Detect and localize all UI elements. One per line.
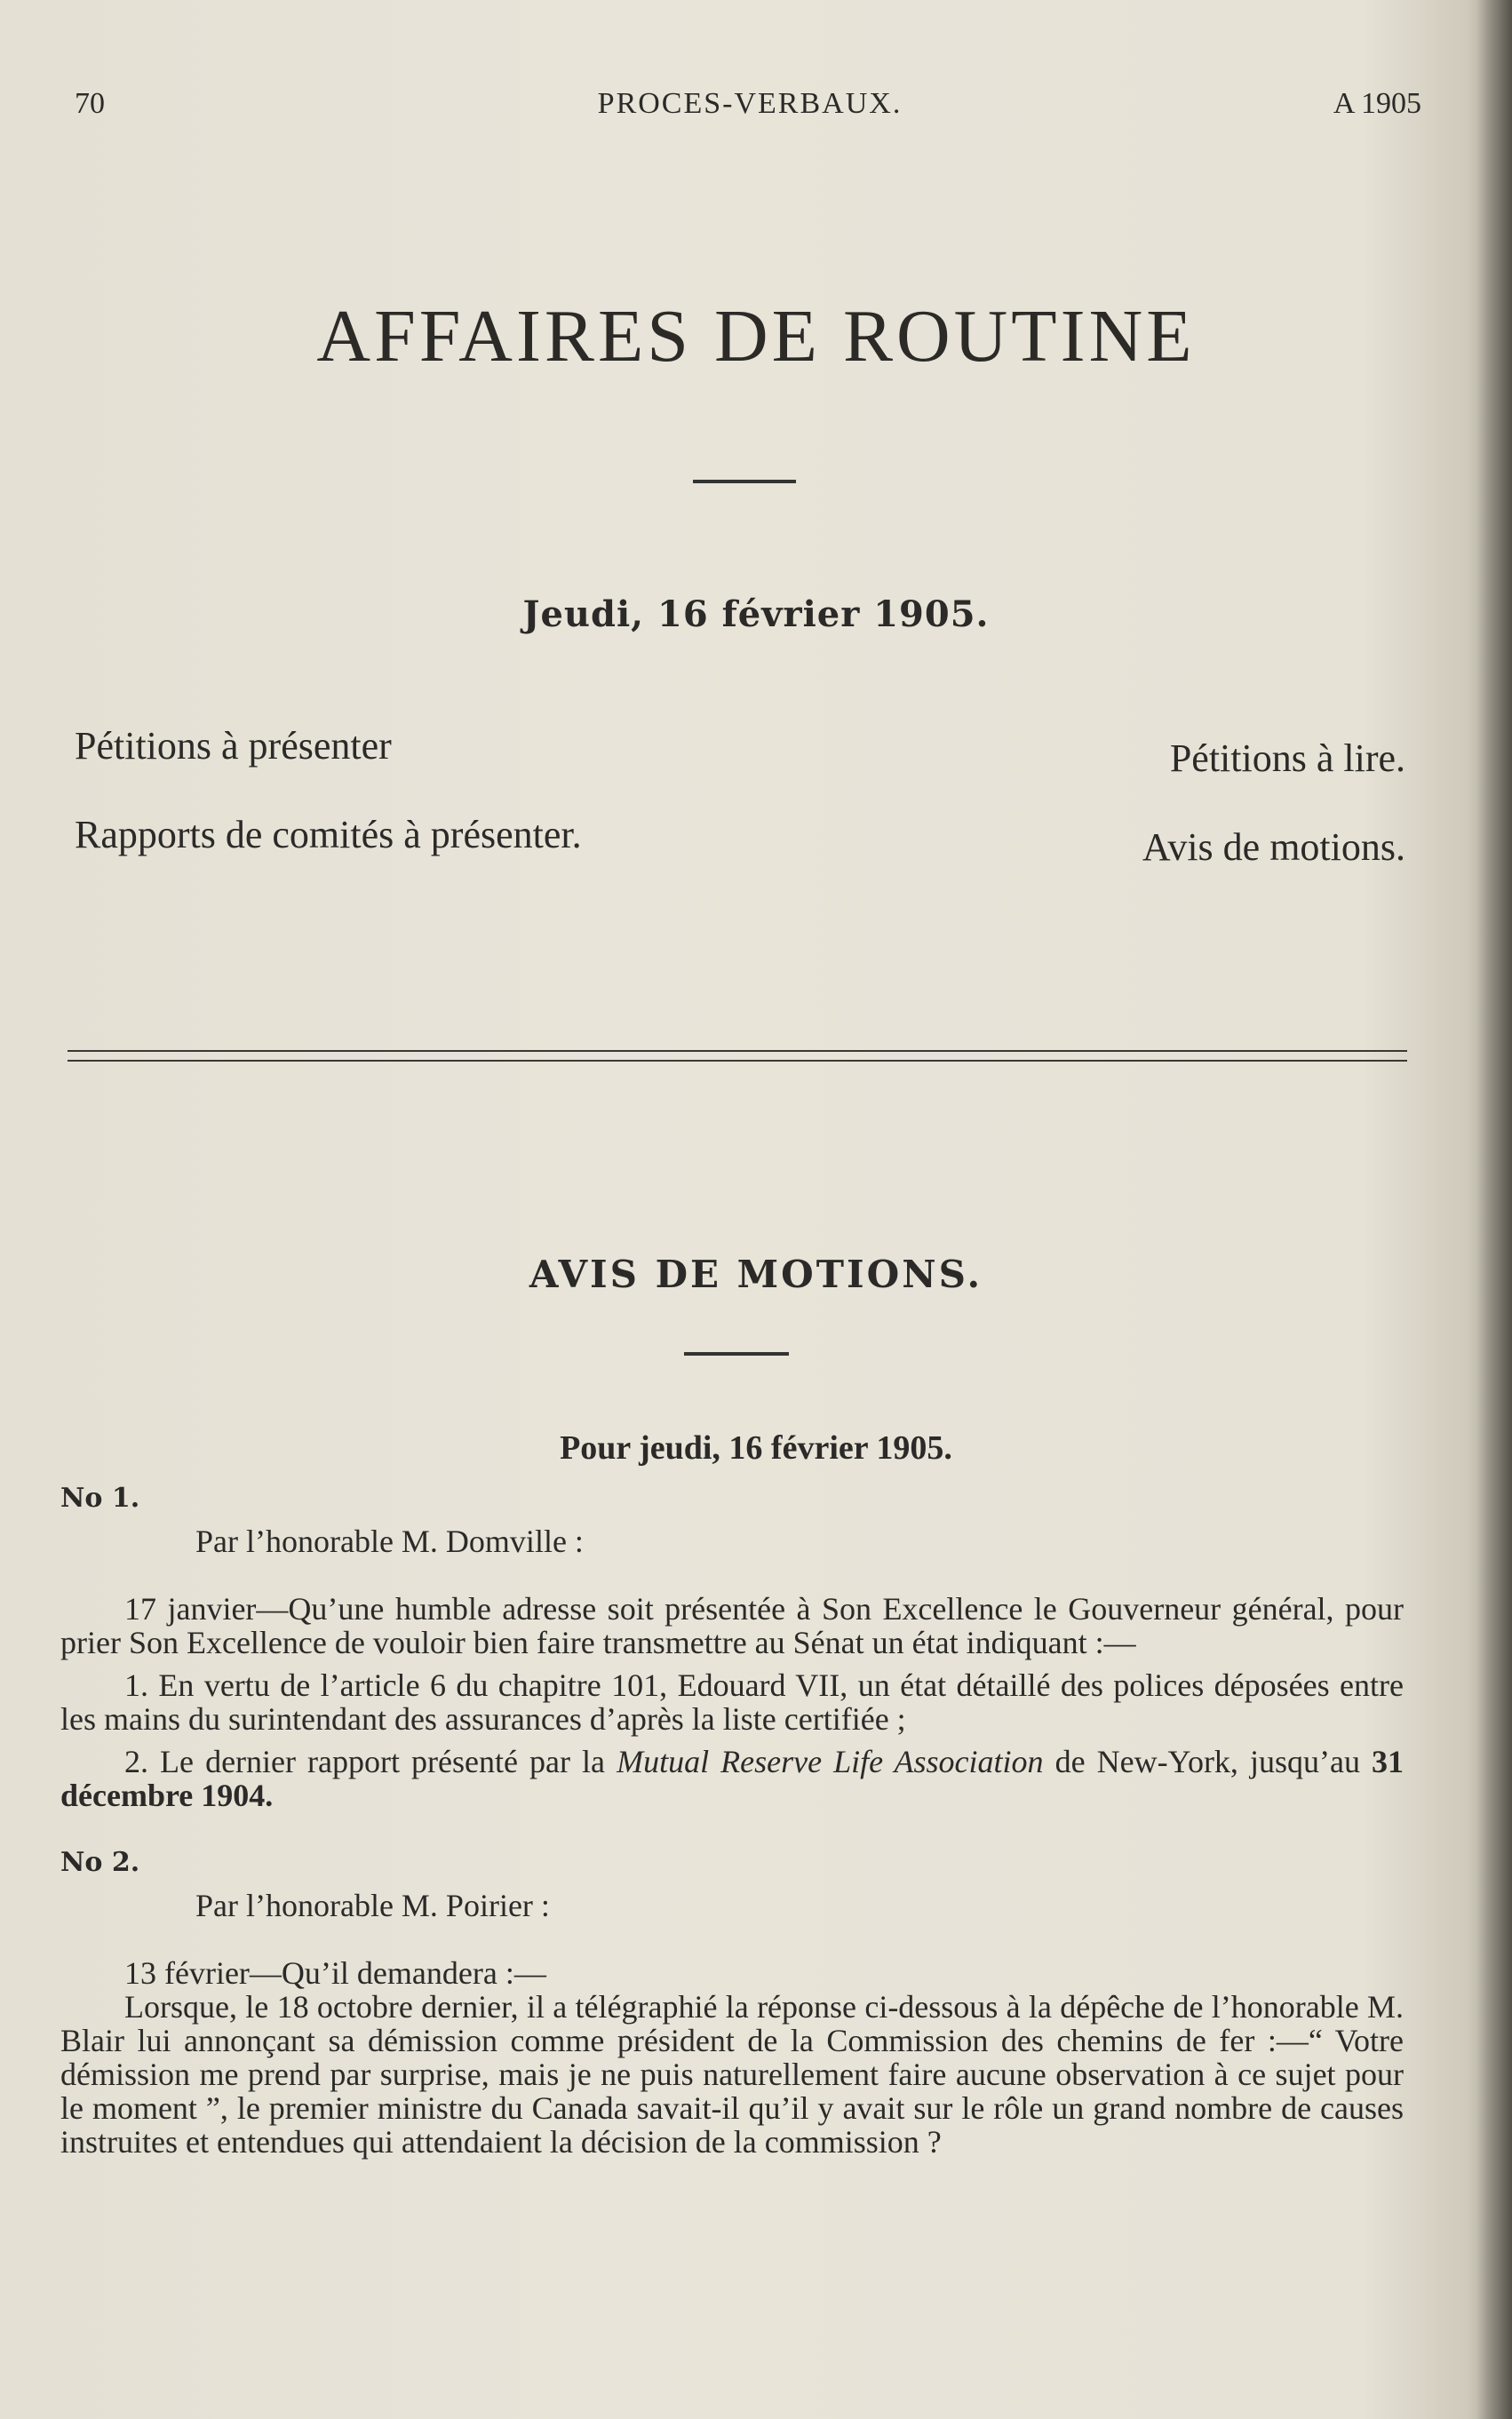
text-segment: de New-York, jusqu’au — [1043, 1744, 1373, 1779]
motion-paragraph: 17 janvier—Qu’une humble adresse soit présentée à Son Excellence le Gouverneur général, pour prier Son Excellence de vouloir bien faire transmettre au Sénat un état indiquant :— — [60, 1591, 1404, 1660]
report-date: 31 décembre 1904. — [60, 1744, 1405, 1813]
title-rule — [693, 480, 796, 483]
motion-paragraph-last — [60, 1745, 1404, 1812]
motion-number: No 1. — [60, 1483, 140, 1514]
motion-mover: Par l’honorable M. Domville : — [195, 1524, 584, 1559]
association-name: Mutual Reserve Life Association — [617, 1744, 1044, 1779]
running-header — [75, 87, 1421, 140]
section-divider — [68, 1050, 1407, 1062]
divider-line-top — [68, 1050, 1407, 1052]
notices-rule — [684, 1352, 789, 1356]
running-title: PROCES-VERBAUX. — [597, 87, 903, 120]
motion-paragraph: Lorsque, le 18 octobre dernier, il a télégraphié la réponse ci-dessous à la dépêche de l’honorable M. Blair lui annonçant sa démission comme président de la Commission des chemins de fer :—“ Votre démission me prend par surprise, mais je ne puis naturellement faire aucune observation à ce sujet pour le moment ”, le premier ministre du Canada savait-il qu’il y avait sur le rôle un grand nombre de causes instruites et entendues qui attendaient la décision de la commission ? — [60, 1989, 1404, 2160]
divider-line-bottom — [68, 1060, 1407, 1062]
year-label: A 1905 — [1333, 87, 1421, 120]
motion-2 — [60, 1846, 1404, 2159]
motion-mover: Par l’honorable M. Poirier : — [195, 1888, 550, 1923]
motion-paragraph: 1. En vertu de l’article 6 du chapitre 101, Edouard VII, un état détaillé des polices déposées entre les mains du surintendant des assurances d’après la liste certifiée ; — [60, 1667, 1404, 1737]
routine-right-item-1: Pétitions à lire. — [1169, 736, 1405, 780]
routine-right-item-2: Avis de motions. — [1142, 825, 1405, 869]
motion-paragraph: 13 février—Qu’il demandera :— — [124, 1955, 546, 1991]
page-number: 70 — [75, 87, 105, 120]
motion-1 — [60, 1482, 1404, 1812]
notices-for-date: Pour jeudi, 16 février 1905. — [560, 1429, 952, 1467]
text-segment: 2. Le dernier rapport présenté par la — [124, 1744, 617, 1779]
routine-left-item-2: Rapports de comités à présenter. — [75, 813, 582, 856]
notices-title: AVIS DE MOTIONS. — [529, 1253, 983, 1296]
routine-date: Jeudi, 16 février 1905. — [522, 593, 990, 635]
routine-title: AFFAIRES DE ROUTINE — [316, 295, 1196, 378]
spacer — [60, 1821, 1404, 1846]
motion-number: No 2. — [60, 1847, 140, 1878]
motions-list — [60, 1482, 1404, 2168]
routine-left-item-1: Pétitions à présenter — [75, 724, 392, 768]
